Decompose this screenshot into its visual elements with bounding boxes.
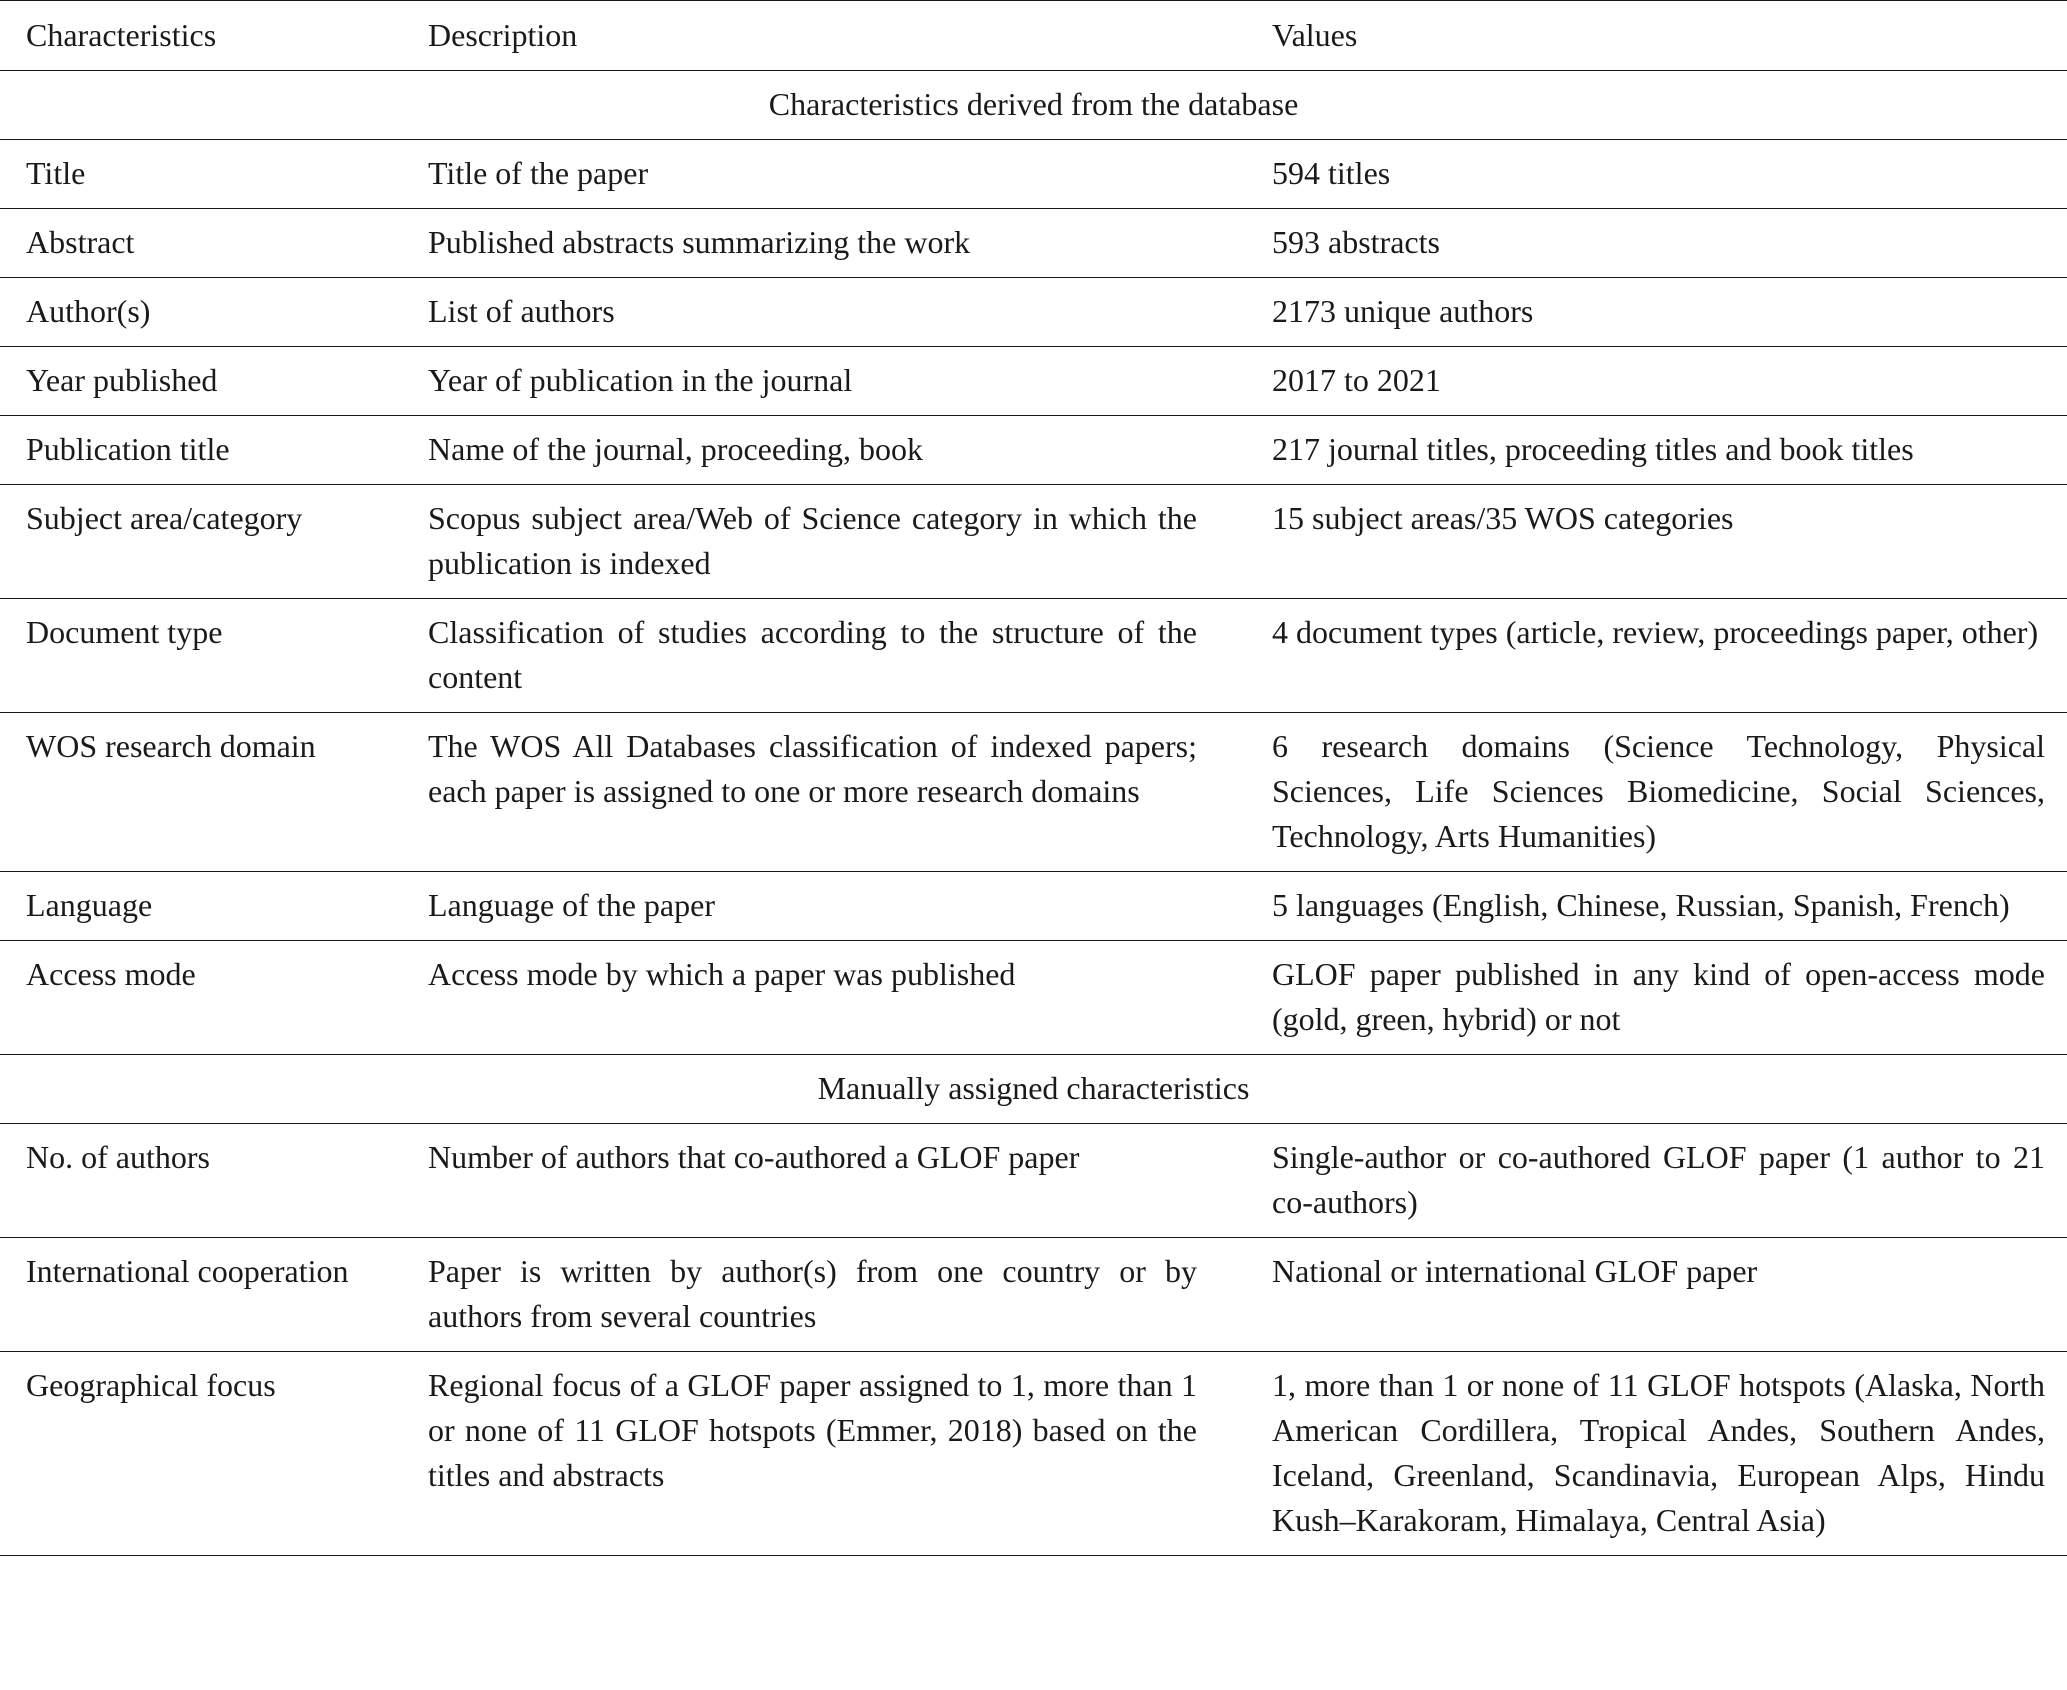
cell-characteristic: Abstract <box>26 224 135 260</box>
cell-characteristic: Document type <box>26 614 223 650</box>
section-header-manual <box>0 1055 2067 1124</box>
cell-values: 15 subject areas/35 WOS categories <box>1272 500 1734 536</box>
section-header-database <box>0 71 2067 140</box>
cell-values: 5 languages (English, Chinese, Russian, Spanish, French) <box>1272 887 2010 923</box>
cell-values: 217 journal titles, proceeding titles and book titles <box>1272 431 1914 467</box>
cell-description: The WOS All Databases classification of indexed papers; each paper is assigned to one or more research domains <box>428 728 1197 809</box>
cell-characteristic: Year published <box>26 362 218 398</box>
table-row <box>0 278 2067 347</box>
cell-characteristic: Author(s) <box>26 293 151 329</box>
cell-values: 593 abstracts <box>1272 224 1440 260</box>
table-header-row <box>0 0 2067 71</box>
table-row <box>0 1238 2067 1352</box>
cell-characteristic: Geographical focus <box>26 1367 276 1403</box>
cell-description: Scopus subject area/Web of Science category in which the publication is indexed <box>428 500 1197 581</box>
table-row <box>0 140 2067 209</box>
cell-description: Year of publication in the journal <box>428 362 853 398</box>
cell-values: 6 research domains (Science Technology, Physical Sciences, Life Sciences Biomedicine, Social Sciences, Technology, Arts Humanities) <box>1272 728 2045 854</box>
cell-characteristic: Subject area/category <box>26 500 303 536</box>
cell-values: 4 document types (article, review, proceedings paper, other) <box>1272 614 2039 650</box>
cell-characteristic: No. of authors <box>26 1139 210 1175</box>
cell-description: Regional focus of a GLOF paper assigned to 1, more than 1 or none of 11 GLOF hotspots (Emmer, 2018) based on the titles and abstracts <box>428 1367 1197 1493</box>
cell-values: 594 titles <box>1272 155 1391 191</box>
section-label: Characteristics derived from the database <box>768 86 1299 122</box>
cell-characteristic: Publication title <box>26 431 230 467</box>
table-row <box>0 1352 2067 1556</box>
section-label: Manually assigned characteristics <box>817 1070 1250 1106</box>
cell-values: 2017 to 2021 <box>1272 362 1441 398</box>
cell-characteristic: Title <box>26 155 86 191</box>
cell-values: 2173 unique authors <box>1272 293 1534 329</box>
cell-description: Published abstracts summarizing the work <box>428 224 971 260</box>
table-row <box>0 209 2067 278</box>
cell-characteristic: International cooperation <box>26 1253 349 1289</box>
cell-values: 1, more than 1 or none of 11 GLOF hotspots (Alaska, North American Cordillera, Tropical Andes, Southern Andes, Iceland, Greenland, Scandinavia, European Alps, Hindu Kush–Karakoram, Himalaya, Central Asia) <box>1272 1367 2045 1538</box>
cell-description: Classification of studies according to the structure of the content <box>428 614 1197 695</box>
cell-values: GLOF paper published in any kind of open-access mode (gold, green, hybrid) or not <box>1272 956 2045 1037</box>
cell-characteristic: Access mode <box>26 956 196 992</box>
cell-description: Title of the paper <box>428 155 649 191</box>
header-characteristics: Characteristics <box>26 17 217 53</box>
cell-characteristic: WOS research domain <box>26 728 316 764</box>
header-values: Values <box>1272 17 1358 53</box>
cell-characteristic: Language <box>26 887 153 923</box>
table-row <box>0 416 2067 485</box>
header-description: Description <box>428 17 578 53</box>
cell-values: National or international GLOF paper <box>1272 1253 1758 1289</box>
cell-description: Number of authors that co-authored a GLOF paper <box>428 1139 1080 1175</box>
cell-values: Single-author or co-authored GLOF paper (1 author to 21 co-authors) <box>1272 1139 2045 1220</box>
table-row <box>0 485 2067 599</box>
table-row <box>0 941 2067 1055</box>
cell-description: Language of the paper <box>428 887 715 923</box>
table-row <box>0 713 2067 872</box>
cell-description: Access mode by which a paper was published <box>428 956 1016 992</box>
table-row <box>0 599 2067 713</box>
cell-description: Paper is written by author(s) from one country or by authors from several countries <box>428 1253 1197 1334</box>
table-row <box>0 872 2067 941</box>
table-row <box>0 1124 2067 1238</box>
cell-description: Name of the journal, proceeding, book <box>428 431 923 467</box>
table-row <box>0 347 2067 416</box>
cell-description: List of authors <box>428 293 615 329</box>
